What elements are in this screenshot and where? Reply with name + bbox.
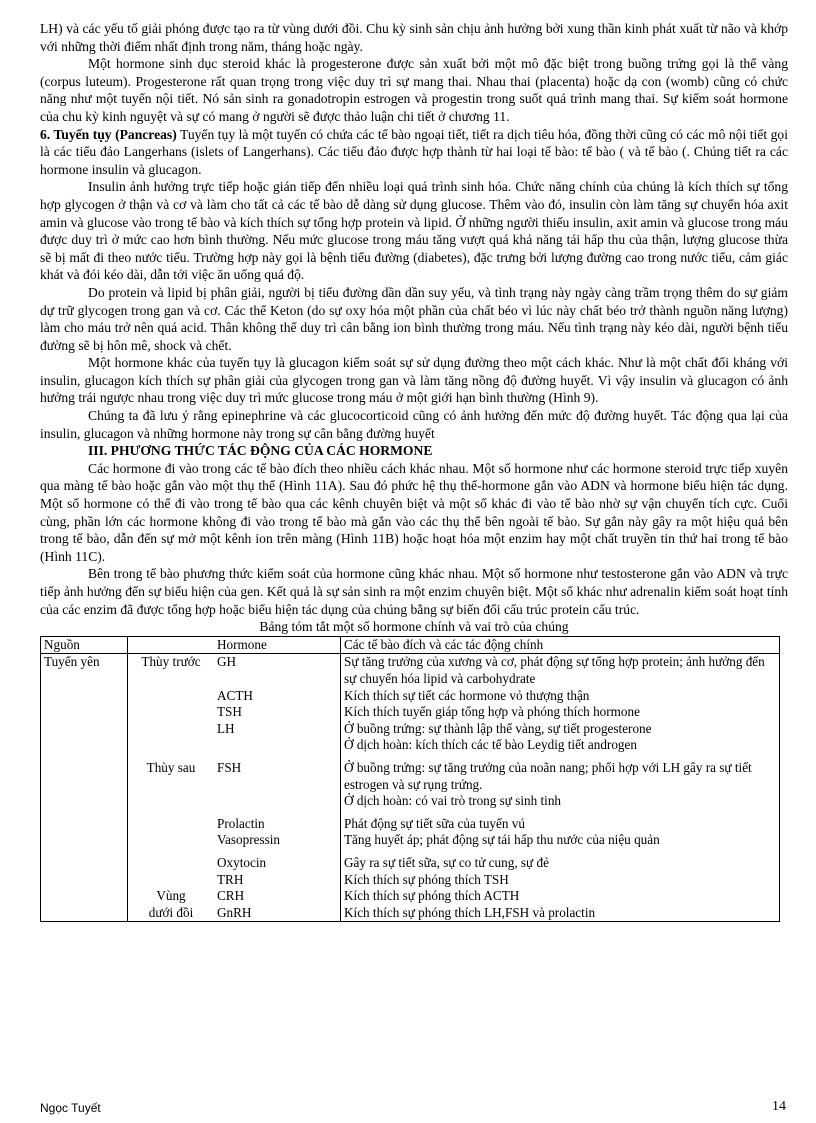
table-row <box>41 737 780 754</box>
cell-hormone: TRH <box>214 872 341 889</box>
cell-hormone: ACTH <box>214 688 341 705</box>
cell-subsource <box>128 872 215 889</box>
cell-source <box>41 793 128 810</box>
table-row <box>41 654 780 688</box>
cell-subsource <box>128 793 215 810</box>
cell-source <box>41 737 128 754</box>
section-heading-pancreas: 6. Tuyến tụy (Pancreas) <box>40 126 177 142</box>
cell-source <box>41 754 128 793</box>
cell-subsource <box>128 849 215 872</box>
table-header-row <box>41 636 780 654</box>
paragraph-diabetes: Do protein và lipid bị phân giải, người bị tiểu đường dần dần suy yếu, và tình trạng này ngày càng trầm trọng thêm do sự giảm dự trữ glycogen trong gan và cơ. Các thể Keton (do sự oxy hóa một phần của chất béo vì lúc này chất béo trở thành nguồn năng lượng) làm cho máu trở nên quá acid. Thân không thể duy trì cân bằng ion bình thường trong máu. Nếu tình trạng này kéo dài, người bệnh tiểu đường sẽ bị hôn mê, shock và chết. <box>40 284 788 353</box>
cell-hormone <box>214 737 341 754</box>
cell-subsource: Thùy sau <box>146 759 196 775</box>
table-row <box>41 688 780 705</box>
cell-source <box>41 872 128 889</box>
table-row <box>41 849 780 872</box>
cell-effect: Ở dịch hoàn: kích thích các tế bào Leydig tiết androgen <box>341 737 780 754</box>
cell-effect: Sự tăng trưởng của xương và cơ, phát động sự tổng hợp protein; ảnh hưởng đến sự chuyển hóa lipid và carbohydrate <box>341 654 780 688</box>
cell-subsource <box>128 832 215 849</box>
cell-effect: Ở buồng trứng: sự tăng trưởng của noãn nang; phối hợp với LH gây ra sự tiết estrogen và sự rụng trứng. <box>341 754 780 793</box>
header-effect: Các tế bào đích và các tác động chính <box>341 636 780 654</box>
cell-effect: Phát động sự tiết sữa của tuyến vú <box>341 810 780 833</box>
footer-author: Ngọc Tuyết <box>40 1101 101 1115</box>
table-row <box>41 704 780 721</box>
table-row <box>41 905 780 922</box>
table-row <box>41 832 780 849</box>
paragraph-glucagon: Một hormone khác của tuyến tụy là glucagon kiểm soát sự sử dụng đường theo một cách khác. Như là một chất đối kháng với insulin, glucagon kích thích sự phân giải của glycogen trong gan và làm tăng nồng độ đường huyết. Vì vậy insulin và glucagon có ảnh hưởng trái ngược nhau trong việc duy trì mức glucose trong máu ở một giới hạn bình thường (Hình 9). <box>40 355 788 406</box>
cell-effect: Kích thích sự phóng thích TSH <box>341 872 780 889</box>
table-row <box>41 872 780 889</box>
cell-hormone: Vasopressin <box>214 832 341 849</box>
cell-effect: Kích thích sự tiết các hormone vỏ thượng thận <box>341 688 780 705</box>
paragraph-epinephrine: Chúng ta đã lưu ý rằng epinephrine và các glucocorticoid cũng có ảnh hưởng đến mức độ đường huyết. Tác động qua lại của insulin, glucagon và những hormone này trong sự cân bằng đường huyết <box>40 408 788 441</box>
cell-hormone: TSH <box>214 704 341 721</box>
cell-effect: Gây ra sự tiết sữa, sự co tử cung, sự đẻ <box>341 849 780 872</box>
table-row <box>41 721 780 738</box>
header-spacer <box>128 636 215 654</box>
cell-source <box>41 905 128 922</box>
header-hormone: Hormone <box>214 636 341 654</box>
cell-hormone: FSH <box>214 754 341 793</box>
cell-hormone: GnRH <box>214 905 341 922</box>
table-caption: Bảng tóm tắt một số hormone chính và vai trò của chúng <box>259 619 569 635</box>
cell-effect: Kích thích tuyến giáp tổng hợp và phóng thích hormone <box>341 704 780 721</box>
cell-subsource <box>128 721 215 738</box>
cell-source <box>41 810 128 833</box>
cell-subsource: Thùy trước <box>141 654 201 670</box>
cell-source <box>41 849 128 872</box>
paragraph-1: LH) và các yếu tố giải phóng được tạo ra từ vùng dưới đồi. Chu kỳ sinh sản chịu ảnh hưởng bởi xung thần kinh phát xuất từ não và khớp với những thời điểm nhất định trong năm, tháng hoặc ngày. <box>40 21 788 54</box>
cell-subsource <box>128 737 215 754</box>
cell-source <box>41 704 128 721</box>
cell-subsource <box>128 688 215 705</box>
cell-effect: Ở dịch hoàn: có vai trò trong sự sinh tinh <box>341 793 780 810</box>
cell-hormone: CRH <box>214 888 341 905</box>
cell-source <box>41 832 128 849</box>
paragraph-2: Một hormone sinh dục steroid khác là progesterone được sản xuất bởi một mô đặc biệt trong buồng trứng gọi là thể vàng (corpus luteum). Progesterone rất quan trọng trong việc duy trì sự mang thai. Nhau thai (placenta) hoặc dạ con (womb) cũng có chức năng như một tuyến nội tiết. Nó sản sinh ra gonadotropin estrogen và progestin trong suốt quá trình mang thai. Sự kiểm soát hormone của chu kỳ kinh nguyệt và sự có mang ở người sẽ được thảo luận chi tiết ở chương 11. <box>40 56 788 124</box>
cell-hormone: Prolactin <box>214 810 341 833</box>
paragraph-pancreas-text: Tuyến tụy là một tuyến có chứa các tế bào ngoại tiết, tiết ra dịch tiêu hóa, đồng thời cũng có các mô nội tiết gọi là các tiểu đảo Langerhans (islets of Langerhans). Các tiểu đảo được hợp thành từ hai loại tế bào: tế bào ( và tế bào (. Chúng tiết ra các hormone insulin và glucagon. <box>40 126 788 177</box>
table-row <box>41 793 780 810</box>
paragraph-pancreas <box>40 126 788 179</box>
body-column <box>40 20 788 922</box>
cell-source <box>41 688 128 705</box>
table-row <box>41 888 780 905</box>
cell-subsource <box>128 810 215 833</box>
table-row <box>41 810 780 833</box>
cell-effect: Kích thích sự phóng thích ACTH <box>341 888 780 905</box>
cell-source: Tuyến yên <box>41 654 128 688</box>
cell-subsource <box>128 704 215 721</box>
cell-effect: Ở buồng trứng: sự thành lập thể vàng, sự tiết progesterone <box>341 721 780 738</box>
cell-hormone: GH <box>214 654 341 688</box>
cell-subsource: dưới đồi <box>128 905 215 922</box>
cell-hormone: Oxytocin <box>214 849 341 872</box>
section-heading-mechanism: III. PHƯƠNG THỨC TÁC ĐỘNG CỦA CÁC HORMONE <box>88 443 433 459</box>
cell-source <box>41 721 128 738</box>
paragraph-insulin: Insulin ảnh hưởng trực tiếp hoặc gián tiếp đến nhiều loại quá trình sinh hóa. Chức năng chính của chúng là kích thích sự tổng hợp glycogen ở thận và cơ và làm cho tất cả các tế bào dễ dàng sử dụng glucose. Thêm vào đó, insulin còn làm tăng sự chuyển hóa axit amin và glucose vào trong tế bào và kích thích sự tổng hợp protein và lipid. Ở những người thiếu insulin, axit amin và glucose trong máu được duy trì ở mức cao hơn bình thường. Nếu mức glucose trong máu tăng vượt quá khả năng tái hấp thu của thận, lượng glucose thừa sẽ bị mất đi theo nước tiểu. Trường hợp này gọi là bệnh tiểu đường (diabetes), đặc trưng bởi lượng đường cao trong nước tiểu, cảm giác khát và đói kéo dài, dẫn tới việc ăn uống quá độ. <box>40 179 788 283</box>
cell-effect: Tăng huyết áp; phát động sự tái hấp thu nước của niệu quản <box>341 832 780 849</box>
cell-effect: Kích thích sự phóng thích LH,FSH và prolactin <box>341 905 780 922</box>
hormone-table <box>40 636 780 923</box>
cell-hormone <box>214 793 341 810</box>
paragraph-mechanism: Các hormone đi vào trong các tế bào đích theo nhiều cách khác nhau. Một số hormone như các hormone steroid trực tiếp xuyên qua màng tế bào hoặc gắn vào một thụ thể (Hình 11A). Sau đó phức hệ thụ thể-hormone gắn vào ADN và hormone biểu hiện tác dụng. Một số hormone có thể đi vào trong tế bào qua các kênh chuyên biệt và một số khác đi vào tế bào nhờ sự vận chuyển tích cực. Cuối cùng, phần lớn các hormone không đi vào trong tế bào mà gắn vào các thụ thể bên ngoài tế bào. Sự gắn này gây ra một hiệu quả bên trong tế bào, dẫn đến sự mở một kênh ion trên màng (Hình 11B) hoặc hoạt hóa một enzim hay một chất truyền tin thứ hai trong tế bào (Hình 11C). <box>40 460 788 564</box>
cell-hormone: LH <box>214 721 341 738</box>
page-number: 14 <box>772 1099 786 1114</box>
cell-source <box>41 888 128 905</box>
paragraph-intracellular: Bên trong tế bào phương thức kiểm soát của hormone cũng khác nhau. Một số hormone như testosterone gắn vào ADN và trực tiếp ảnh hưởng đến sự biểu hiện của gen. Kết quả là sự sản sinh ra một enzim chuyên biệt. Một số khác như adrenalin kiểm soát hoạt tính của các enzim đã được tổng hợp hoặc biểu hiện tác dụng của chúng bằng sự biến đổi cấu trúc protein cấu trúc. <box>40 566 788 617</box>
cell-subsource: Vùng <box>156 888 186 904</box>
table-row <box>41 754 780 793</box>
header-source: Nguồn <box>41 636 128 654</box>
